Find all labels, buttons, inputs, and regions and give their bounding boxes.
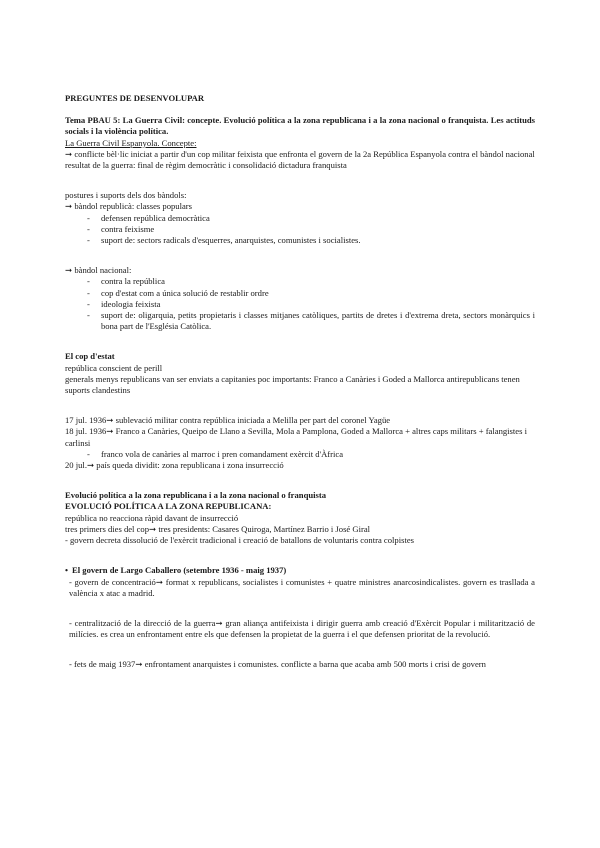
list-item: - cop d'estat com a única solució de restablir ordre (87, 288, 535, 299)
date-18-july: 18 jul. 1936➞ Franco a Canàries, Queipo de Llano a Sevilla, Mola a Pamplona, Goded a Mallorca + altres caps militars + falangistes i carlinsi (65, 426, 527, 448)
coup-line-2: generals menys republicans van ser enviats a capitanies poc importants: Franco a Canàries i Goded a Mallorca antirepublicans tenen suports clandestins (65, 373, 520, 396)
date-18-july-list (65, 449, 535, 460)
evolution-line-3: - govern decreta dissolució de l'exèrcit tradicional i creació de batallons de voluntaris contra colpistes (65, 535, 414, 546)
largo-caballero-heading: • El govern de Largo Caballero (setembre 1936 - maig 1937) (65, 565, 535, 576)
republican-side-list (65, 213, 535, 247)
nationalist-side-list (65, 276, 535, 332)
republican-side-label: ➞ bàndol republicà: classes populars (65, 201, 193, 212)
document-body (65, 93, 535, 671)
date-20-july: 20 jul.➞ país queda dividit: zona republicana i zona insurrecció (65, 460, 284, 471)
date-17-july: 17 jul. 1936➞ sublevació militar contra república iniciada a Melilla per part del coronel Yagüe (65, 415, 391, 426)
evolution-line-1: república no reacciona ràpid davant de insurrecció (65, 512, 239, 523)
list-item: - suport de: oligarquia, petits propietaris i classes mitjanes catòliques, partits de dretes i d'extrema dreta, sectors monàrquics i bona part de l'Església Catòlica. (87, 310, 535, 332)
concept-line-1: ➞ conflicte bèl·lic iniciat a partir d'un cop militar feixista que enfronta el govern de la 2a República Espanyola contra el bàndol nacional (65, 148, 535, 159)
topic-heading: Tema PBAU 5: La Guerra Civil: concepte. Evolució política a la zona republicana i a la zona nacional o franquista. Les actituds socials i la violència política. (65, 115, 535, 137)
concept-heading: La Guerra Civil Espanyola. Concepte: (65, 137, 197, 148)
document-title: PREGUNTES DE DESENVOLUPAR (65, 93, 205, 103)
list-item: - franco vola de canàries al marroc i pren comandament exèrcit d'Àfrica (87, 449, 535, 460)
list-item: - suport de: sectors radicals d'esquerres, anarquistes, comunistes i socialistes. (87, 235, 535, 246)
largo-paragraph-2: - centralització de la direcció de la guerra➞ gran aliança antifeixista i dirigir guerra amb creació d'Exèrcit Popular i militarització de milícies. es crea un enfrontament entre els que defensen la propietat de la guerra i el que defensen prioritat de la revolució. (69, 617, 535, 640)
evolution-subheading: EVOLUCIÓ POLÍTICA A LA ZONA REPUBLICANA: (65, 501, 272, 512)
list-item: - ideologia feixista (87, 299, 535, 310)
nationalist-side-label: ➞ bàndol nacional: (65, 265, 132, 276)
list-item: - contra la república (87, 276, 535, 287)
largo-paragraph-1: - govern de concentració➞ format x republicans, socialistes i comunistes + quatre ministres anarcosindicalistes. govern es trasllada a valència x atac a madrid. (69, 576, 535, 598)
coup-line-1: república conscient de perill (65, 362, 163, 373)
postures-intro: postures i suports dels dos bàndols: (65, 190, 187, 201)
coup-heading: El cop d'estat (65, 351, 115, 362)
concept-line-2: resultat de la guerra: final de règim democràtic i consolidació dictadura franquista (65, 160, 347, 171)
list-item: - contra feixisme (87, 224, 535, 235)
list-item: - defensen república democràtica (87, 213, 535, 224)
evolution-heading: Evolució política a la zona republicana i a la zona nacional o franquista (65, 490, 327, 501)
largo-paragraph-3: - fets de maig 1937➞ enfrontament anarquistes i comunistes. conflicte a barna que acaba amb 500 morts i crisi de govern (69, 659, 486, 670)
largo-caballero-section (65, 565, 535, 576)
evolution-line-2: tres primers dies del cop➞ tres presidents: Casares Quiroga, Martínez Barrio i José Giral (65, 523, 371, 534)
